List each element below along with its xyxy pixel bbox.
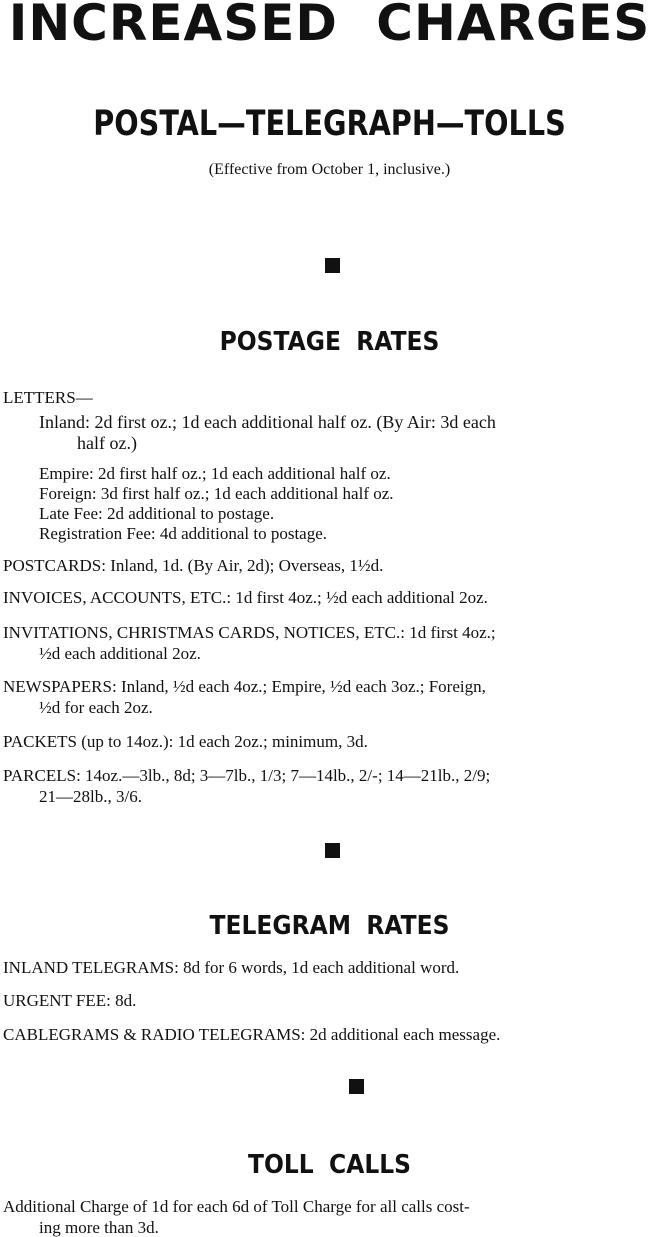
postcards-line: POSTCARDS: Inland, 1d. (By Air, 2d); Overseas, 1½d. bbox=[3, 556, 384, 575]
letters-foreign: Foreign: 3d first half oz.; 1d each additional half oz. bbox=[39, 484, 394, 503]
letters-late-fee: Late Fee: 2d additional to postage. bbox=[39, 504, 275, 523]
section-divider-square bbox=[349, 1079, 364, 1094]
cablegrams-line: CABLEGRAMS & RADIO TELEGRAMS: 2d additional each message. bbox=[3, 1025, 501, 1044]
letters-empire: Empire: 2d first half oz.; 1d each additional half oz. bbox=[39, 464, 391, 483]
letters-registration: Registration Fee: 4d additional to postage. bbox=[39, 524, 328, 543]
parcels-line: PARCELS: 14oz.—3lb., 8d; 3—7lb., 1/3; 7—14lb., 2/-; 14—21lb., 2/9; bbox=[3, 766, 491, 785]
section-divider-square bbox=[325, 258, 340, 273]
letters-inland-cont: half oz.) bbox=[77, 433, 137, 453]
newspapers-line-cont: ½d for each 2oz. bbox=[39, 698, 153, 717]
toll-heading: TOLL CALLS bbox=[248, 1150, 411, 1180]
postage-heading: POSTAGE RATES bbox=[219, 327, 440, 357]
main-title: INCREASED CHARGES bbox=[8, 0, 651, 52]
telegram-inland-line: INLAND TELEGRAMS: 8d for 6 words, 1d each additional word. bbox=[3, 958, 460, 977]
letters-label: LETTERS— bbox=[3, 388, 93, 407]
packets-line: PACKETS (up to 14oz.): 1d each 2oz.; minimum, 3d. bbox=[3, 732, 368, 751]
letters-inland: Inland: 2d first oz.; 1d each additional half oz. (By Air: 3d each bbox=[39, 412, 496, 432]
invitations-line: INVITATIONS, CHRISTMAS CARDS, NOTICES, ETC.: 1d first 4oz.; bbox=[3, 623, 496, 642]
newspapers-line: NEWSPAPERS: Inland, ½d each 4oz.; Empire, ½d each 3oz.; Foreign, bbox=[3, 677, 486, 696]
effective-note: (Effective from October 1, inclusive.) bbox=[208, 161, 451, 178]
section-divider-square bbox=[325, 843, 340, 858]
urgent-fee-line: URGENT FEE: 8d. bbox=[3, 991, 137, 1010]
subtitle: POSTAL—TELEGRAPH—TOLLS bbox=[93, 104, 566, 144]
parcels-line-cont: 21—28lb., 3/6. bbox=[39, 787, 142, 806]
invoices-line: INVOICES, ACCOUNTS, ETC.: 1d first 4oz.; ½d each additional 2oz. bbox=[3, 588, 488, 607]
toll-line-cont: ing more than 3d. bbox=[39, 1218, 159, 1237]
invitations-line-cont: ½d each additional 2oz. bbox=[39, 644, 201, 663]
toll-line: Additional Charge of 1d for each 6d of Toll Charge for all calls cost- bbox=[3, 1197, 470, 1216]
telegram-heading: TELEGRAM RATES bbox=[209, 911, 450, 941]
